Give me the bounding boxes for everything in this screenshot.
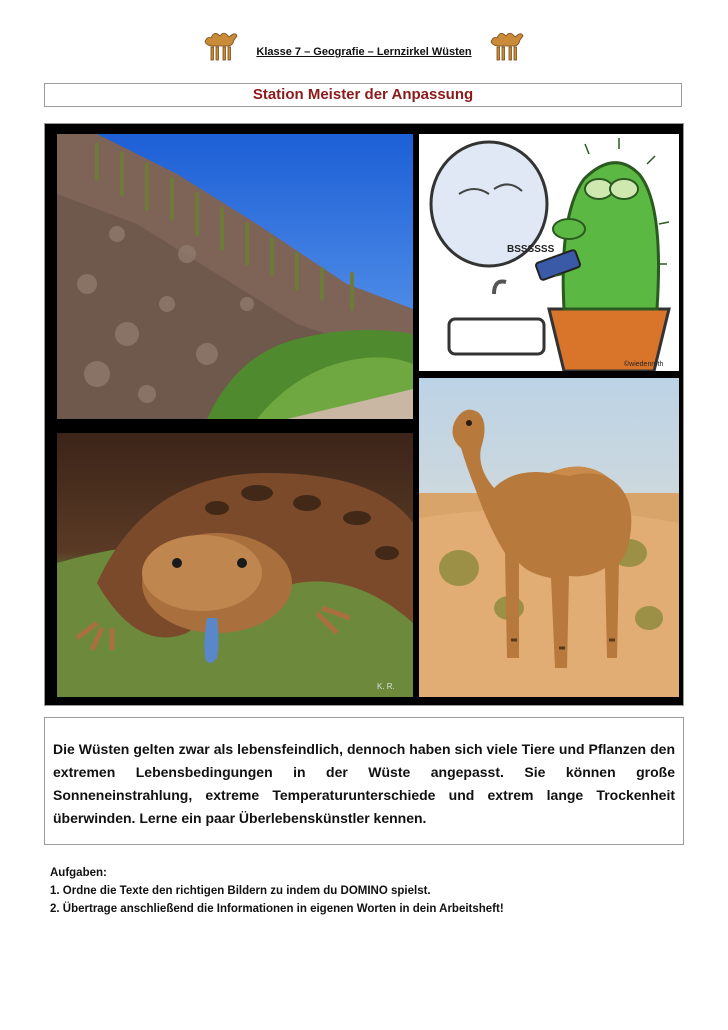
cartoon-signature: ©wiedenroth	[624, 361, 664, 368]
tasks-heading: Aufgaben:	[50, 867, 107, 879]
intro-box	[44, 717, 684, 845]
intro-text: Die Wüsten gelten zwar als lebensfeindlich, dennoch haben sich viele Tiere und Pflanzen den extremen Lebensbedingungen in der Wüste angepasst. Sie können große Sonneneinstrahlung, extreme Temperaturunterschiede und extrem lange Trockenheit überwinden. Lerne ein paar Überlebenskünstler kennen.	[53, 741, 675, 826]
page-header	[0, 24, 728, 64]
blue-tongue-lizard-photo	[57, 433, 413, 697]
cactus-shaving-cartoon	[419, 134, 679, 371]
task-item-1: 1. Ordne die Texte den richtigen Bildern zu indem du DOMINO spielst.	[50, 885, 431, 897]
lizard-photo-credit: K. R.	[377, 682, 395, 691]
station-title: Station Meister der Anpassung	[252, 86, 474, 103]
camel-desert-photo	[419, 378, 679, 697]
cartoon-sound-text: BSSSSSS	[507, 244, 555, 255]
photo-collage	[44, 123, 684, 706]
tasks-section	[50, 864, 690, 918]
cactus-hillside-photo	[57, 134, 413, 419]
header-subtitle: Klasse 7 – Geografie – Lernzirkel Wüsten	[256, 46, 472, 58]
camel-icon	[487, 28, 527, 62]
task-item-2: 2. Übertrage anschließend die Informationen in eigenen Worten in dein Arbeitsheft!	[50, 903, 504, 915]
station-title-box	[44, 83, 682, 107]
